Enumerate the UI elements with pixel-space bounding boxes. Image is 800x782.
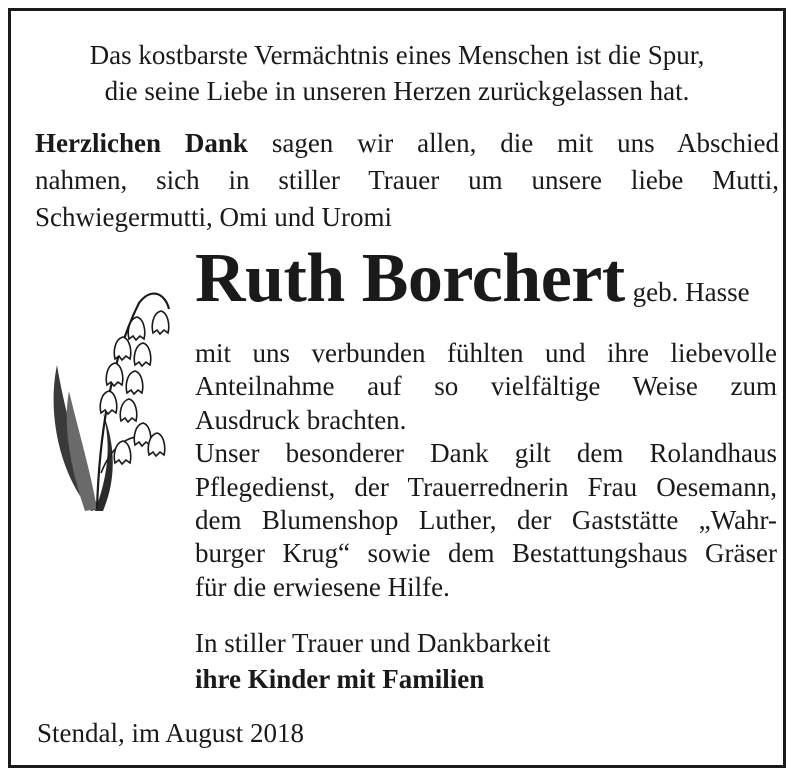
closing-block — [195, 625, 550, 697]
quote-line-2: die seine Liebe in unseren Herzen zurückgelassen hat. — [104, 76, 690, 106]
thanks-heading: Herzlichen Dank — [35, 128, 248, 158]
body-line: mit uns verbunden fühlten und ihre liebevolle — [195, 338, 777, 368]
memorial-quote — [11, 37, 783, 109]
place-date: Stendal, im August 2018 — [37, 718, 305, 748]
deceased-name: Ruth Borchert — [195, 240, 625, 317]
deceased-name-line — [195, 239, 750, 337]
quote-line-1: Das kostbarste Vermächtnis eines Menschen ist die Spur, — [89, 40, 705, 70]
closing-line: In stiller Trauer und Dankbarkeit — [195, 628, 551, 658]
lily-of-the-valley-icon — [39, 273, 173, 513]
family-signature: ihre Kinder mit Familien — [195, 664, 485, 694]
body-line: dem Blumenshop Luther, der Gaststätte „Wahr- — [195, 505, 777, 536]
thanks-body — [195, 337, 777, 604]
body-line: Ausdruck brachten. — [195, 404, 407, 435]
body-line: Pflegedienst, der Trauerrednerin Frau Oesemann, — [195, 471, 777, 502]
intro-line-1 — [35, 125, 779, 162]
body-line: für die erwiesene Hilfe. — [195, 571, 450, 602]
intro-line-1-rest: sagen wir allen, die mit uns Abschied — [247, 128, 779, 158]
body-line: burger Krug“ sowie dem Bestattungshaus Gräser — [195, 538, 777, 569]
obituary-card — [8, 8, 786, 768]
thanks-intro — [35, 125, 779, 236]
body-line: Unser besonderer Dank gilt dem Rolandhaus — [195, 438, 777, 469]
body-line: Anteilnahme auf so vielfältige Weise zum — [195, 371, 777, 402]
intro-line-2: nahmen, sich in stiller Trauer um unsere liebe Mutti, — [35, 165, 779, 195]
intro-line-3: Schwiegermutti, Omi und Uromi — [35, 202, 392, 232]
birth-name: geb. Hasse — [632, 277, 750, 307]
